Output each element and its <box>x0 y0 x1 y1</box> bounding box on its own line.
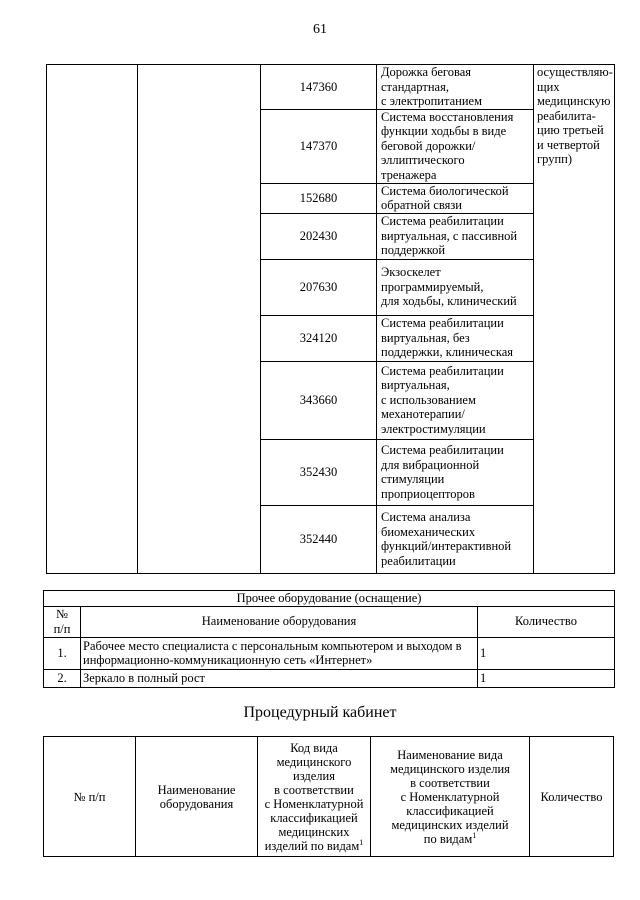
header-num: № п/п <box>44 737 136 857</box>
other-equipment-title: Прочее оборудование (оснащение) <box>44 591 615 607</box>
device-name: Система анализа биомеханических функций/интерактивной реабилитации <box>377 505 534 573</box>
equipment-name-column-cell <box>138 65 261 574</box>
header-code <box>258 737 371 857</box>
device-code: 147370 <box>261 109 377 183</box>
header-quantity: Количество <box>478 606 615 637</box>
section-heading: Процедурный кабинет <box>243 704 397 721</box>
header-quantity: Количество <box>530 737 614 857</box>
page-number: 61 <box>313 22 327 37</box>
procedure-room-table <box>43 736 614 857</box>
device-name: Экзоскелет программируемый, для ходьбы, клинический <box>377 259 534 315</box>
device-name: Система реабилитации виртуальная, без поддержки, клиническая <box>377 315 534 361</box>
device-code: 207630 <box>261 259 377 315</box>
row-2-qty: 1 <box>478 669 615 687</box>
row-1-name: Рабочее место специалиста с персональным компьютером и выходом в информационно-коммуникационную сеть «Интернет» <box>81 637 478 669</box>
device-name: Система восстановления функции ходьбы в виде беговой дорожки/ эллиптического тренажера <box>377 109 534 183</box>
header-num: № п/п <box>44 606 81 637</box>
device-code: 343660 <box>261 361 377 439</box>
device-code: 202430 <box>261 213 377 259</box>
device-name: Система биологической обратной связи <box>377 183 534 213</box>
row-2-num: 2. <box>44 669 81 687</box>
device-code: 324120 <box>261 315 377 361</box>
header-equipment: Наименование оборудования <box>136 737 258 857</box>
device-code: 352440 <box>261 505 377 573</box>
device-code: 152680 <box>261 183 377 213</box>
num-column-cell <box>47 65 138 574</box>
header-kind-name-footnote: 1 <box>472 830 477 840</box>
device-code: 147360 <box>261 65 377 110</box>
row-1-num: 1. <box>44 637 81 669</box>
header-code-text: Код вида медицинского изделия в соответствии с Номенклатурной классификацией медицинских изделий по видам <box>264 740 364 853</box>
other-equipment-table <box>43 590 615 688</box>
equipment-row <box>47 65 615 110</box>
header-kind-name <box>371 737 530 857</box>
header-kind-name-text: Наименование вида медицинского изделия в соответствии с Номенклатурной классификацией медицинских изделий по видам <box>390 747 510 846</box>
header-equipment-name: Наименование оборудования <box>81 606 478 637</box>
device-name: Система реабилитации виртуальная, с использованием механотерапии/ электростимуляции <box>377 361 534 439</box>
equipment-table <box>46 64 615 574</box>
header-code-footnote: 1 <box>359 837 364 847</box>
device-code: 352430 <box>261 439 377 505</box>
side-note: осуществляю- щих медицинскую реабилита- цию третьей и четвертой групп) <box>534 65 615 574</box>
device-name: Система реабилитации для вибрационной стимуляции проприоцепторов <box>377 439 534 505</box>
device-name: Система реабилитации виртуальная, с пассивной поддержкой <box>377 213 534 259</box>
device-name: Дорожка беговая стандартная, с электропитанием <box>377 65 534 110</box>
row-1-qty: 1 <box>478 637 615 669</box>
row-2-name: Зеркало в полный рост <box>81 669 478 687</box>
